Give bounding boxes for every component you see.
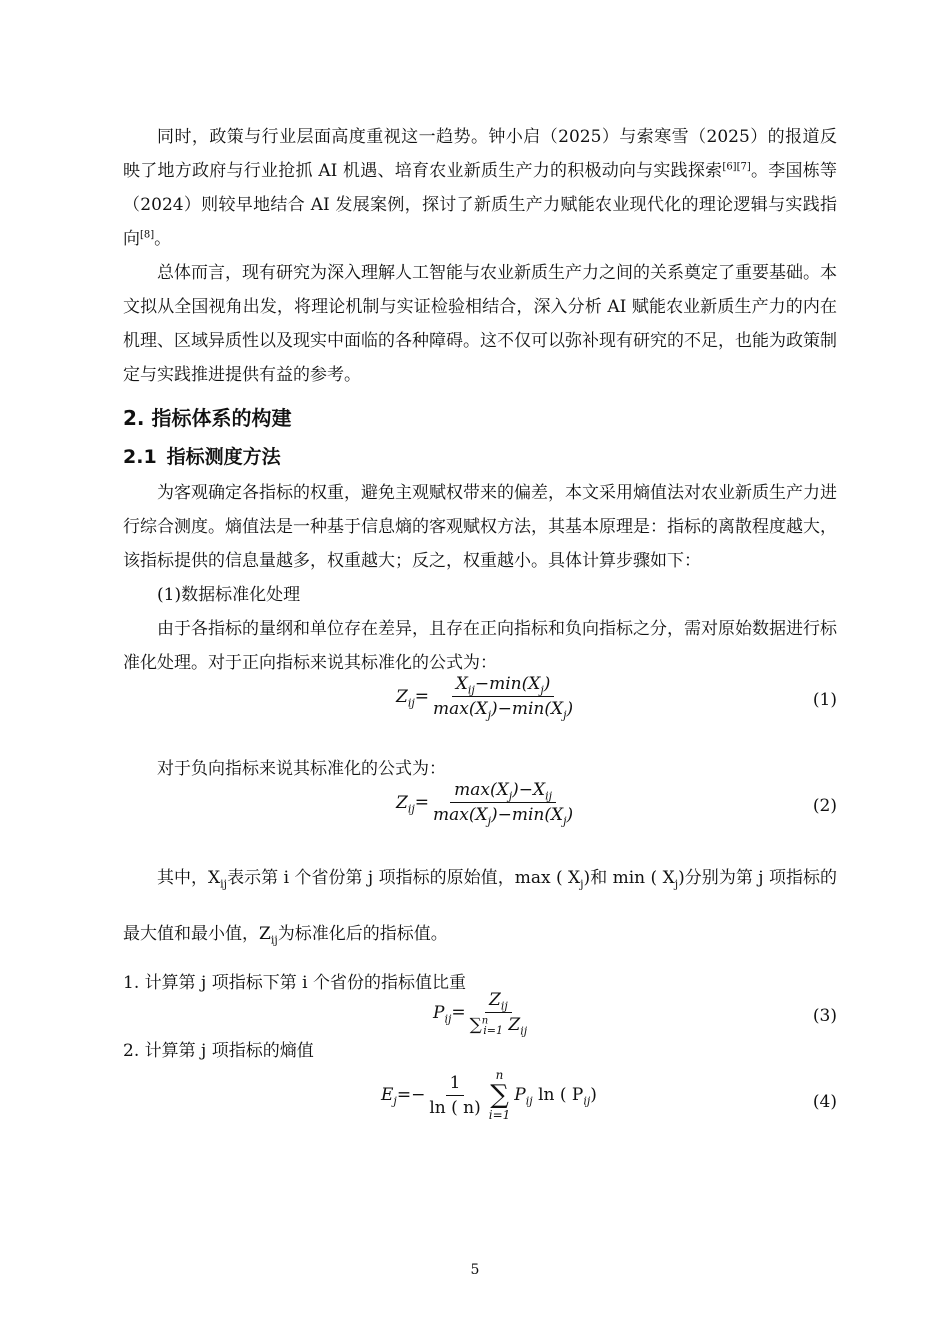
section-heading: 2. 指标体系的构建 bbox=[123, 406, 292, 430]
eq-sign: =− bbox=[396, 1085, 426, 1105]
page-number: 5 bbox=[470, 1262, 480, 1278]
equation-4 bbox=[123, 1068, 837, 1138]
equation-3 bbox=[123, 990, 837, 1042]
equation-body bbox=[381, 1068, 597, 1122]
paragraph-policy bbox=[123, 120, 837, 256]
paragraph-negative-indicator: 对于负向指标来说其标准化的公式为： bbox=[157, 759, 446, 779]
equation-number: (2) bbox=[812, 796, 837, 816]
eq-denominator: $\max(X_j)-\min(X_j)$ bbox=[433, 699, 574, 722]
citation: [8] bbox=[140, 229, 155, 241]
equation-number: (1) bbox=[812, 690, 837, 710]
paragraph-text: 。李国栋等（2024）则较早地结合 AI 发展案例，探讨了新质生产力赋能农业现代化的理论逻辑与实践指向 bbox=[123, 161, 837, 249]
step-2: 2. 计算第 j 项指标的熵值 bbox=[123, 1041, 314, 1061]
paragraph-variable-definition: 其中，$X_{ij}$表示第 i 个省份第 j 项指标的原始值，max ( $X_j$)和 min ( $X_j$)分别为第 j 项指标的最大值和最小值，$Z_{ij}$为标准化后的指标值。 bbox=[123, 868, 837, 947]
eq-fraction bbox=[429, 674, 577, 722]
eq-fraction bbox=[425, 1073, 484, 1118]
eq-sign: = bbox=[451, 1002, 466, 1023]
eq-numerator: $X_{ij}-\min(X_j)$ bbox=[452, 674, 555, 697]
eq-numerator: $Z_{ij}$ bbox=[485, 990, 512, 1013]
page-content bbox=[123, 120, 837, 1138]
subsection-number: 2.1 bbox=[123, 446, 157, 468]
sum-lower: i=1 bbox=[488, 1108, 511, 1122]
eq-lhs: $E_j$ bbox=[381, 1085, 397, 1108]
eq-numerator: $\max(X_j)-X_{ij}$ bbox=[450, 780, 556, 803]
eq-denominator: ln ( n) bbox=[429, 1097, 481, 1118]
paragraph-entropy-method: 为客观确定各指标的权重，避免主观赋权带来的偏差，本文采用熵值法对农业新质生产力进行综合测度。熵值法是一种基于信息熵的客观赋权方法，其基本原理是：指标的离散程度越大，该指标提供的信息量越多，权重越大；反之，权重越小。具体计算步骤如下： bbox=[123, 483, 837, 571]
eq-lhs: $P_{ij}$ bbox=[433, 1002, 452, 1025]
equation-body bbox=[396, 674, 577, 722]
paragraph-text: 。 bbox=[154, 229, 172, 249]
paragraph-standardization: 由于各指标的量纲和单位存在差异，且存在正向指标和负向指标之分，需对原始数据进行标准化处理。对于正向指标来说其标准化的公式为： bbox=[123, 619, 837, 673]
paragraph-text: 同时，政策与行业层面高度重视这一趋势。钟小启（2025）与索寒雪（2025）的报道反映了地方政府与行业抢抓 AI 机遇、培育农业新质生产力的积极动向与实践探索 bbox=[123, 127, 837, 181]
citation: [6][7] bbox=[722, 161, 751, 173]
eq-fraction bbox=[466, 990, 531, 1038]
eq-lhs: $Z_{ij}$ bbox=[396, 792, 415, 815]
sum-sigma: ∑ bbox=[490, 1080, 509, 1110]
eq-fraction bbox=[429, 780, 577, 828]
eq-sign: = bbox=[414, 792, 429, 813]
sum-upper: n bbox=[495, 1068, 504, 1082]
equation-1 bbox=[123, 674, 837, 730]
step-label-standardization: (1)数据标准化处理 bbox=[157, 585, 301, 605]
equation-body bbox=[396, 780, 577, 828]
eq-denominator: ∑$^n_{i=1}$ $Z_{ij}$ bbox=[469, 1015, 528, 1038]
summation bbox=[489, 1068, 511, 1122]
eq-sign: = bbox=[414, 686, 429, 707]
equation-number: (3) bbox=[812, 1006, 837, 1026]
eq-term: $P_{ij}$ ln ( $P_{ij}$) bbox=[514, 1085, 597, 1108]
eq-lhs: $Z_{ij}$ bbox=[396, 686, 415, 709]
subsection-heading bbox=[123, 440, 837, 474]
equation-2 bbox=[123, 780, 837, 836]
equation-body bbox=[433, 990, 531, 1038]
equation-number: (4) bbox=[812, 1092, 837, 1112]
eq-denominator: $\max(X_j)-\min(X_j)$ bbox=[433, 805, 574, 828]
step-1: 1. 计算第 j 项指标下第 i 个省份的指标值比重 bbox=[123, 973, 466, 993]
subsection-title: 指标测度方法 bbox=[166, 446, 281, 468]
eq-numerator: 1 bbox=[446, 1073, 465, 1096]
paragraph-summary: 总体而言，现有研究为深入理解人工智能与农业新质生产力之间的关系奠定了重要基础。本文拟从全国视角出发，将理论机制与实证检验相结合，深入分析 AI 赋能农业新质生产力的内在机理、区域异质性以及现实中面临的各种障碍。这不仅可以弥补现有研究的不足，也能为政策制定与实践推进提供有益的参考。 bbox=[123, 263, 837, 385]
